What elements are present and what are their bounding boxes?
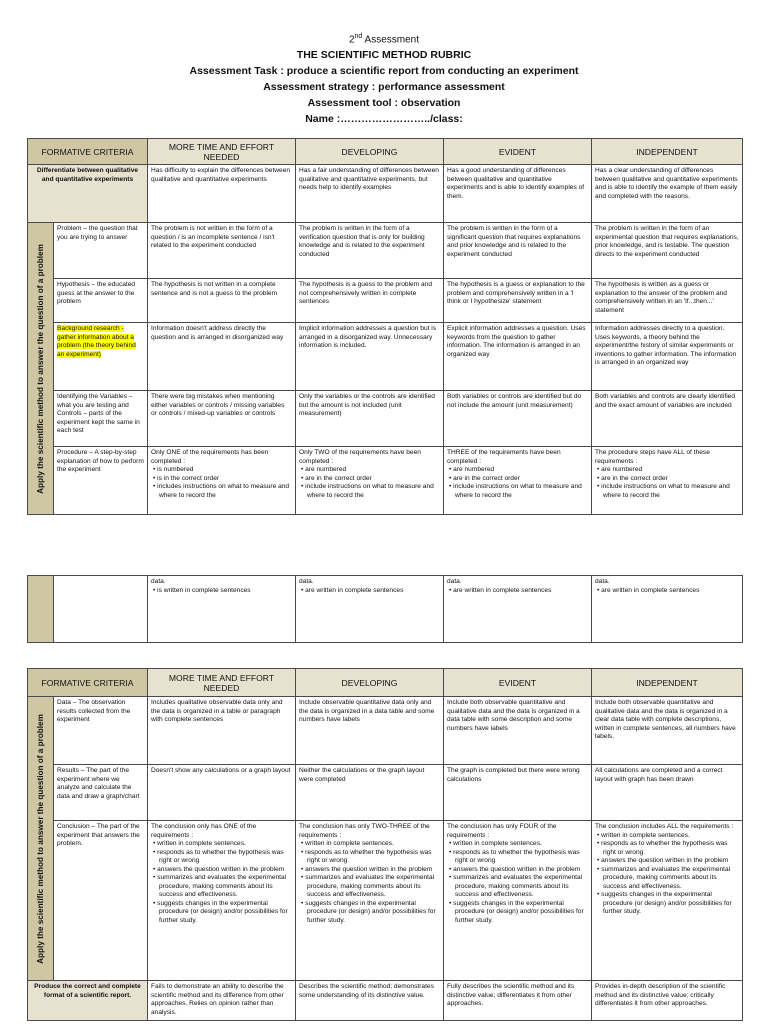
requirements-list	[299, 587, 440, 596]
list-item: • suggests changes in the experimental procedure (or design) and/or possibilities for further study.	[299, 900, 440, 926]
criteria-problem: Problem – the question that you are trying to answer	[54, 223, 148, 279]
list-item: • are in the correct order	[595, 475, 739, 484]
requirements-intro: Only ONE of the requirements has been completed :	[151, 449, 269, 465]
criteria-differentiate: Differentiate between qualitative and quantitative experiments	[28, 165, 148, 223]
col-formative-criteria: FORMATIVE CRITERIA	[28, 669, 148, 697]
list-item: • responds as to whether the hypothesis was right or wrong	[151, 849, 292, 866]
table-row	[28, 165, 743, 223]
continuation-text: data.	[299, 578, 314, 585]
requirements-list	[447, 587, 588, 596]
requirements-list	[595, 466, 739, 500]
list-item: • are in the correct order	[299, 475, 440, 484]
cell-developing	[296, 447, 444, 515]
cell-more-time: Information doesn't address directly the question and is arranged in disorganized way	[148, 323, 296, 391]
requirements-intro: Only TWO of the requirements have been completed :	[299, 449, 421, 465]
table-header-row	[28, 669, 743, 697]
requirements-list	[595, 587, 739, 596]
cell-developing: The hypothesis is a guess to the problem and not comprehensively written in complete sentences	[296, 279, 444, 323]
cell-independent: Both variables and controls are clearly identified and the exact amount of variables are included	[592, 391, 743, 447]
table-header-row	[28, 139, 743, 165]
cell-developing	[296, 821, 444, 981]
side-label-cell	[28, 223, 54, 515]
cell-developing	[296, 576, 444, 643]
list-item: • responds as to whether the hypothesis was right or wrong	[299, 849, 440, 866]
col-more-time: MORE TIME AND EFFORT NEEDED	[148, 139, 296, 165]
cell-independent	[592, 576, 743, 643]
cell-evident: Both variables or controls are identified but do not include the amount (unit measurement)	[444, 391, 592, 447]
cell-independent: Include both observable quantitative and qualitative data and the data is organized in a clear data table with complete descriptions, written in complete sentences, all numbers have labels.	[592, 697, 743, 765]
list-item: • include instructions on what to measure and where to record the	[299, 483, 440, 500]
table-row	[28, 576, 743, 643]
cell-independent: Provides in-depth description of the scientific method and its distinctive value; critically differentiates it from other approaches.	[592, 981, 743, 1021]
list-item: • are written in complete sentences	[299, 587, 440, 596]
cell-more-time: There were big mistakes when mentioning either variables or controls / missing variables or controls / mixed-up variables or controls	[148, 391, 296, 447]
list-item: • are written in complete sentences	[447, 587, 588, 596]
continuation-text: data.	[595, 578, 610, 585]
cell-independent: The problem is written in the form of an experimental question that requires explanations, prior knowledge, and is testable. The question directs to the experiment conducted	[592, 223, 743, 279]
table-row	[28, 697, 743, 765]
list-item: • suggests changes in the experimental procedure (or design) and/or possibilities for further study.	[151, 900, 292, 926]
highlighted-text: Background research - gather information about a problem (the theory behind an experiment)	[57, 325, 136, 358]
cell-developing: Neither the calculations or the graph layout were completed	[296, 765, 444, 821]
table-row	[28, 821, 743, 981]
table-row	[28, 323, 743, 391]
document-header	[0, 30, 768, 127]
criteria-conclusion: Conclusion – The part of the experiment that answers the problem.	[54, 821, 148, 981]
criteria-hypothesis: Hypothesis – the educated guess at the answer to the problem	[54, 279, 148, 323]
cell-developing: Only the variables or the controls are identified but the amount is not included (unit measurement)	[296, 391, 444, 447]
requirements-intro: The conclusion has only FOUR of the requirements :	[447, 823, 557, 839]
list-item: • summarizes and evaluates the experimental procedure, making comments about its success and effectiveness.	[447, 874, 588, 900]
criteria-background	[54, 323, 148, 391]
list-item: • written in complete sentences.	[151, 840, 292, 849]
cell-independent: All calculations are completed and a correct layout with graph has been drawn	[592, 765, 743, 821]
col-evident: EVIDENT	[444, 669, 592, 697]
cell-developing: The problem is written in the form of a verification question that is only for building knowledge and is related to the experiment conducted	[296, 223, 444, 279]
cell-evident	[444, 821, 592, 981]
side-label: Apply the scientific method to answer the question of a problem	[35, 713, 45, 964]
cell-evident	[444, 576, 592, 643]
list-item: • summarizes and evaluates the experimental procedure, making comments about its success and effectiveness.	[299, 874, 440, 900]
table-row	[28, 391, 743, 447]
cell-developing: Implicit information addresses a question but is arranged in a disorganized way. Unnecessary information is included.	[296, 323, 444, 391]
list-item: • summarizes and evaluates the experimental procedure, making comments about its success and effectiveness.	[151, 874, 292, 900]
requirements-intro: The conclusion has only TWO-THREE of the requirements :	[299, 823, 430, 839]
list-item: • answers the question written in the problem	[595, 857, 739, 866]
requirements-list	[299, 840, 440, 925]
criteria-procedure: Procedure – A step-by-step explanation of how to perform the experiment	[54, 447, 148, 515]
cell-developing: Include observable quantitative data only and the data is organized in a data table and some numbers have labels	[296, 697, 444, 765]
list-item: • answers the question written in the problem	[299, 866, 440, 875]
requirements-intro: THREE of the requirements have been completed :	[447, 449, 561, 465]
list-item: • answers the question written in the problem	[447, 866, 588, 875]
side-label-cell	[28, 697, 54, 981]
requirements-list	[595, 832, 739, 917]
col-independent: INDEPENDENT	[592, 669, 743, 697]
cell-more-time: Has difficulty to explain the differences between qualitative and quantitative experiments	[148, 165, 296, 223]
cell-evident: The graph is completed but there were wrong calculations	[444, 765, 592, 821]
list-item: • is in the correct order	[151, 475, 292, 484]
cell-evident: Fully describes the scientific method and its distinctive value; differentiates it from other approaches.	[444, 981, 592, 1021]
cell-more-time: Doesn't show any calculations or a graph layout	[148, 765, 296, 821]
list-item: • include instructions on what to measure and where to record the	[595, 483, 739, 500]
col-more-time: MORE TIME AND EFFORT NEEDED	[148, 669, 296, 697]
cell-more-time: The hypothesis is not written in a complete sentence and is not a guess to the problem	[148, 279, 296, 323]
cell-independent: Has a clear understanding of differences between qualitative and quantitative experiments and is able to identify the example of them easily and completed with the reasons.	[592, 165, 743, 223]
requirements-intro: The procedure steps have ALL of these requirements :	[595, 449, 710, 465]
table-row	[28, 279, 743, 323]
list-item: • are in the correct order	[447, 475, 588, 484]
cell-developing: Describes the scientific method; demonstrates some understanding of its distinctive value.	[296, 981, 444, 1021]
side-label-cell	[28, 576, 54, 643]
list-item: • written in complete sentences.	[299, 840, 440, 849]
col-formative-criteria: FORMATIVE CRITERIA	[28, 139, 148, 165]
rubric-title: THE SCIENTIFIC METHOD RUBRIC	[296, 49, 472, 62]
list-item: • suggests changes in the experimental procedure (or design) and/or possibilities for further study.	[447, 900, 588, 926]
cell-evident: Explicit information addresses a question. Uses keywords from the question to gather information. The information is arranged in an organized way	[444, 323, 592, 391]
cell-evident: Has a good understanding of differences between qualitative and quantitative experiments and is able to identify examples of them.	[444, 165, 592, 223]
list-item: • are numbered	[299, 466, 440, 475]
criteria-variables: Identifying the Variables – what you are testing and Controls – parts of the experiment kept the same in each test	[54, 391, 148, 447]
requirements-list	[447, 840, 588, 925]
col-evident: EVIDENT	[444, 139, 592, 165]
rubric-table-part3	[27, 668, 743, 1021]
cell-more-time	[148, 447, 296, 515]
list-item: • is written in complete sentences	[151, 587, 292, 596]
requirements-intro: The conclusion includes ALL the requirements :	[595, 823, 734, 830]
cell-more-time	[148, 576, 296, 643]
requirements-list	[151, 466, 292, 500]
list-item: • is numbered	[151, 466, 292, 475]
cell-independent: The hypothesis is written as a guess or explanation to the answer of the problem and comprehensively written in an 'If...then...' statement	[592, 279, 743, 323]
rubric-table-part2	[27, 575, 743, 643]
criteria-empty	[54, 576, 148, 643]
cell-independent: Information addresses directly to a question. Uses keywords, a theory behind the experiment/the history of similar experiments or inventions to gather information. The information is arranged in an organized way	[592, 323, 743, 391]
list-item: • suggests changes in the experimental procedure (or design) and/or possibilities for further study.	[595, 891, 739, 917]
cell-evident: The hypothesis is a guess or explanation to the problem and comprehensively written in a 'I think or I hypothesize' statement	[444, 279, 592, 323]
cell-evident: Include both observable quantitative and qualitative data and the data is organized in a data table with some description and some numbers have labels	[444, 697, 592, 765]
list-item: • written in complete sentences.	[447, 840, 588, 849]
cell-independent	[592, 447, 743, 515]
requirements-list	[151, 587, 292, 596]
requirements-list	[151, 840, 292, 925]
side-label: Apply the scientific method to answer the question of a problem	[35, 243, 45, 494]
criteria-results: Results – The part of the experiment where we analyze and calculate the data and draw a graph/chart	[54, 765, 148, 821]
col-developing: DEVELOPING	[296, 139, 444, 165]
cell-more-time: Includes qualitative observable data only and the data is organized in a table or paragraph with complete sentences	[148, 697, 296, 765]
assessment-strategy: Assessment strategy : performance assessment	[263, 81, 505, 94]
cell-developing: Has a fair understanding of differences between qualitative and quantitative experiments, but needs help to identify examples	[296, 165, 444, 223]
list-item: • include instructions on what to measure and where to record the	[447, 483, 588, 500]
criteria-data: Data – The observation results collected from the experiment	[54, 697, 148, 765]
rubric-table-part1	[27, 138, 743, 515]
list-item: • includes instructions on what to measure and where to record the	[151, 483, 292, 500]
requirements-list	[447, 466, 588, 500]
col-developing: DEVELOPING	[296, 669, 444, 697]
list-item: • answers the question written in the problem	[151, 866, 292, 875]
cell-evident	[444, 447, 592, 515]
list-item: • responds as to whether the hypothesis was right or wrong	[595, 840, 739, 857]
list-item: • are written in complete sentences	[595, 587, 739, 596]
table-row	[28, 981, 743, 1021]
continuation-text: data.	[151, 578, 166, 585]
name-class-field: Name :……………………../class:	[305, 113, 463, 126]
assessment-tool: Assessment tool : observation	[307, 97, 461, 110]
list-item: • summarizes and evaluates the experimental procedure, making comments about its success and effectiveness.	[595, 866, 739, 892]
assessment-number: 2nd Assessment	[348, 33, 420, 46]
table-row	[28, 447, 743, 515]
list-item: • are numbered	[447, 466, 588, 475]
list-item: • responds as to whether the hypothesis was right or wrong	[447, 849, 588, 866]
assessment-task: Assessment Task : produce a scientific report from conducting an experiment	[189, 65, 579, 78]
cell-more-time	[148, 821, 296, 981]
cell-more-time: Fails to demonstrate an ability to describe the scientific method and its difference from other approaches. Relies on opinion rather than analysis.	[148, 981, 296, 1021]
requirements-list	[299, 466, 440, 500]
table-row	[28, 223, 743, 279]
list-item: • are numbered	[595, 466, 739, 475]
cell-independent	[592, 821, 743, 981]
list-item: • written in complete sentences.	[595, 832, 739, 841]
continuation-text: data.	[447, 578, 462, 585]
criteria-format: Produce the correct and complete format of a scientific report.	[28, 981, 148, 1021]
cell-more-time: The problem is not written in the form of a question / is an incomplete sentence / isn't related to the experiment conducted	[148, 223, 296, 279]
table-row	[28, 765, 743, 821]
cell-evident: The problem is written in the form of a significant question that requires explanations and prior knowledge and is related to the experiment conducted	[444, 223, 592, 279]
requirements-intro: The conclusion only has ONE of the requirements :	[151, 823, 257, 839]
col-independent: INDEPENDENT	[592, 139, 743, 165]
